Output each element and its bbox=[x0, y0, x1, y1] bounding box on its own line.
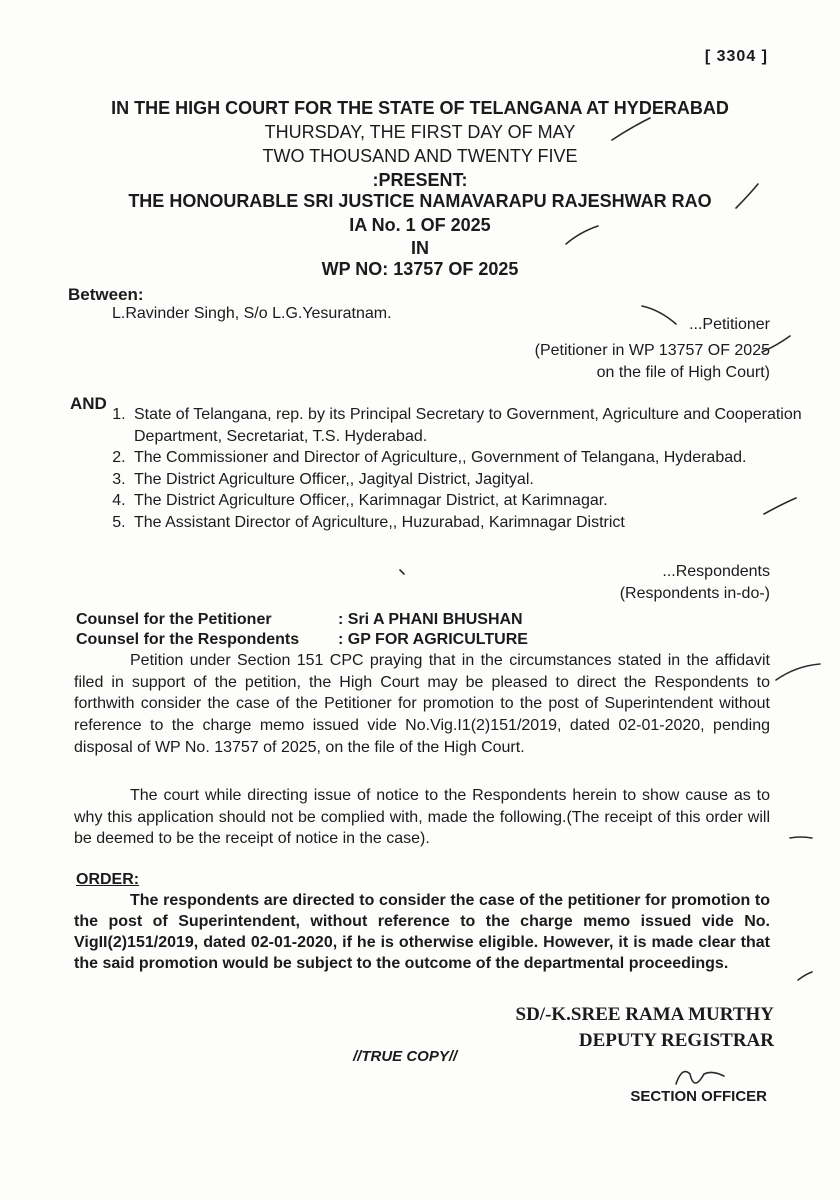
order-heading: ORDER: bbox=[76, 871, 140, 888]
counsel-petitioner-label: Counsel for the Petitioner bbox=[76, 611, 272, 628]
respondent-item: 2. The Commissioner and Director of Agriculture,, Government of Telangana, Hyderabad. bbox=[130, 447, 810, 469]
respondents-description: (Respondents in-do-) bbox=[619, 585, 770, 602]
registrar-name: SD/-K.SREE RAMA MURTHY bbox=[515, 1004, 774, 1025]
petition-paragraph: Petition under Section 151 CPC praying that in the circumstances stated in the affidavit filed in support of the petition, the High Court may be pleased to direct the Respondents to forthwith consider the case of the Petitioner for promotion to the post of Superintendent without reference to the charge memo issued vide No.Vig.I1(2)151/2019, dated 02-01-2020, pending disposal of WP No. 13757 of 2025, on the file of the High Court. bbox=[74, 652, 770, 756]
tick-mark bbox=[798, 972, 812, 980]
tick-mark bbox=[762, 336, 790, 352]
tick-mark bbox=[790, 837, 812, 838]
judge-name: THE HONOURABLE SRI JUSTICE NAMAVARAPU RAJESHWAR RAO bbox=[128, 191, 712, 211]
between-label: Between: bbox=[68, 285, 144, 304]
court-title: IN THE HIGH COURT FOR THE STATE OF TELANGANA AT HYDERABAD bbox=[111, 98, 729, 118]
respondent-item: 1. State of Telangana, rep. by its Principal Secretary to Government, Agriculture and Cooperation Department, Secretariat, T.S. Hyderabad. bbox=[130, 404, 810, 447]
registrar-title: DEPUTY REGISTRAR bbox=[578, 1030, 774, 1051]
respondent-item: 4. The District Agriculture Officer,, Karimnagar District, at Karimnagar. bbox=[130, 490, 810, 512]
respondent-item: 3. The District Agriculture Officer,, Jagityal District, Jagityal. bbox=[130, 469, 810, 491]
respondent-item: 5. The Assistant Director of Agriculture,, Huzurabad, Karimnagar District bbox=[130, 512, 810, 534]
counsel-respondents-label: Counsel for the Respondents bbox=[76, 631, 300, 648]
order-paragraph: The respondents are directed to consider the case of the petitioner for promotion to the post of Superintendent, without reference to the charge memo issued vide No. VigII(2)151/2019, dated 02-01-2020, if he is otherwise eligible. However, it is made clear that the said promotion would be subject to the outcome of the departmental proceedings. bbox=[74, 892, 770, 972]
wp-number: WP NO: 13757 OF 2025 bbox=[321, 259, 519, 279]
tick-mark bbox=[776, 664, 820, 680]
tick-mark bbox=[400, 570, 404, 574]
counsel-petitioner-value: : Sri A PHANI BHUSHAN bbox=[338, 611, 523, 628]
present-label: :PRESENT: bbox=[372, 170, 468, 190]
in-label: IN bbox=[411, 238, 429, 258]
tick-mark bbox=[764, 498, 796, 514]
notice-paragraph: The court while directing issue of notice to the Respondents herein to show cause as to why this application should not be complied with, made the following.(The receipt of this order will be deemed to be the receipt of notice in the case). bbox=[74, 787, 770, 848]
document-number: [ 3304 ] bbox=[704, 48, 768, 65]
tick-mark bbox=[736, 184, 758, 208]
petitioner-name: L.Ravinder Singh, S/o L.G.Yesuratnam. bbox=[112, 305, 392, 322]
ia-number: IA No. 1 OF 2025 bbox=[349, 215, 491, 235]
tick-mark bbox=[642, 306, 676, 324]
tick-mark bbox=[566, 226, 598, 244]
respondents-role: ...Respondents bbox=[662, 563, 770, 580]
tick-mark bbox=[612, 118, 650, 140]
and-label: AND bbox=[70, 394, 107, 413]
date-line-1: THURSDAY, THE FIRST DAY OF MAY bbox=[264, 122, 576, 142]
petitioner-role: ...Petitioner bbox=[689, 316, 770, 333]
section-officer-label: SECTION OFFICER bbox=[630, 1088, 767, 1105]
petitioner-description-line-1: (Petitioner in WP 13757 OF 2025 bbox=[534, 342, 770, 359]
true-copy-stamp: //TRUE COPY// bbox=[353, 1048, 458, 1065]
counsel-respondents-value: : GP FOR AGRICULTURE bbox=[338, 631, 528, 648]
petitioner-description-line-2: on the file of High Court) bbox=[596, 364, 770, 381]
signature-mark bbox=[676, 1072, 724, 1084]
date-line-2: TWO THOUSAND AND TWENTY FIVE bbox=[262, 146, 578, 166]
